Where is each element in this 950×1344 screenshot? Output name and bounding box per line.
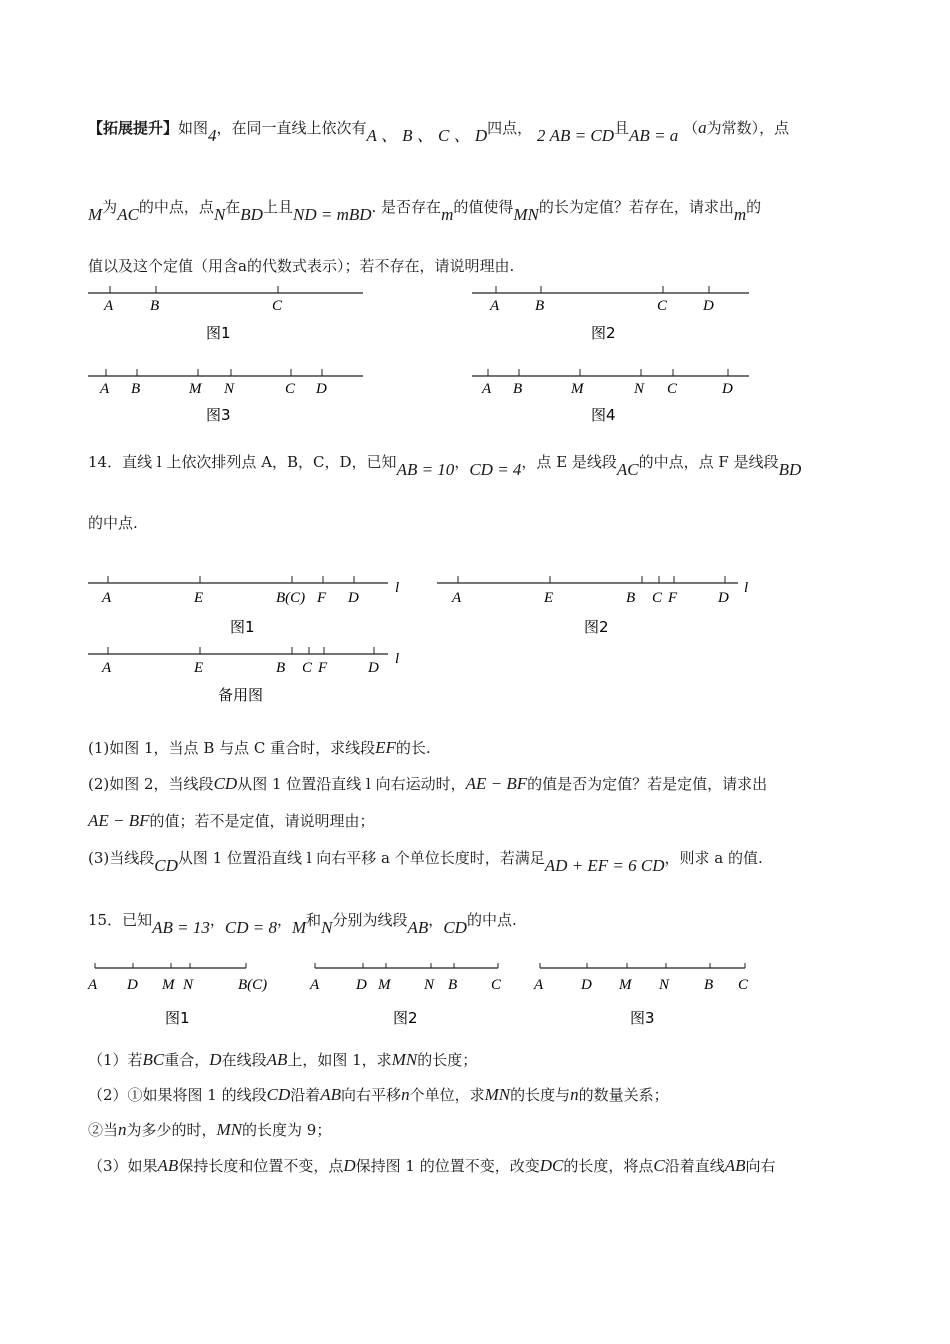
label-F: F (668, 590, 678, 606)
label-D: D (368, 660, 379, 676)
label-B: B (513, 381, 523, 397)
label-C: C (657, 298, 668, 314)
q15-fig3 (533, 963, 749, 1027)
q13-line-3: 值以及这个定值（用含a的代数式表示）；若不存在，请说明理由. (88, 257, 515, 275)
fig-caption: 图4 (591, 406, 616, 424)
label-B: B (704, 977, 714, 993)
label-D: D (127, 977, 138, 993)
q13-fig1 (88, 286, 363, 342)
label-N: N (183, 977, 194, 993)
label-B: B (131, 381, 141, 397)
label-N: N (634, 381, 645, 397)
label-l: l (395, 651, 400, 667)
q13-fig3 (88, 369, 363, 424)
q13-line-1: 【拓展提升】如图4，在同一直线上依次有A 、 B 、 C 、 D四点， 2 AB = CD且AB = a （a为常数），点 (88, 118, 790, 145)
label-l: l (744, 580, 749, 596)
label-C: C (652, 590, 663, 606)
label-B: B (276, 660, 286, 676)
q15-fig2 (309, 963, 502, 1027)
fig-caption: 图2 (584, 618, 609, 636)
label-D: D (703, 298, 714, 314)
label-BC: B(C) (238, 977, 268, 993)
label-C: C (302, 660, 313, 676)
q15-part-2: （2）①如果将图 1 的线段CD沿着AB向右平移n个单位，求MN的长度与n的数量关系； (88, 1085, 669, 1104)
label-N: N (224, 381, 235, 397)
q14-part-3: (3)当线段CD从图 1 位置沿直线 l 向右平移 a 个单位长度时，若满足AD + EF = 6 CD，则求 a 的值. (88, 849, 763, 875)
label-C: C (285, 381, 296, 397)
label-M: M (162, 977, 175, 993)
label-A: A (104, 298, 114, 314)
label-M: M (571, 381, 584, 397)
fig-caption: 图1 (165, 1009, 190, 1027)
label-A: A (102, 660, 112, 676)
q14-part-2: (2)如图 2，当线段CD从图 1 位置沿直线 l 向右运动时，AE − BF的值是否为定值？若是定值，请求出 (88, 774, 768, 793)
q14-fig2 (437, 576, 748, 636)
q14-figures (0, 570, 950, 710)
label-M: M (189, 381, 202, 397)
q15-line-1: 15．已知AB = 13，CD = 8，M和N分别为线段AB，CD的中点. (88, 911, 517, 937)
label-F: F (318, 660, 328, 676)
label-M: M (378, 977, 391, 993)
q15-fig1 (87, 963, 267, 1027)
q14-part-1: (1)如图 1，当点 B 与点 C 重合时，求线段EF的长. (88, 738, 431, 757)
label-D: D (722, 381, 733, 397)
fig-caption: 图1 (230, 618, 255, 636)
label-A: A (88, 977, 98, 993)
label-M: M (619, 977, 632, 993)
q14-part-2-cont: AE − BF的值；若不是定值，请说明理由； (88, 811, 375, 830)
fig-caption: 图2 (393, 1009, 418, 1027)
fig-caption: 图3 (630, 1009, 655, 1027)
label-A: A (102, 590, 112, 606)
q13-fig2 (472, 286, 749, 342)
label-E: E (194, 660, 204, 676)
label-l: l (395, 580, 400, 596)
label-C: C (491, 977, 502, 993)
label-D: D (356, 977, 367, 993)
fig-caption: 图2 (591, 324, 616, 342)
label-C: C (667, 381, 678, 397)
label-A: A (452, 590, 462, 606)
label-B: B (448, 977, 458, 993)
q13-fig4 (472, 369, 749, 424)
fig-caption: 图3 (206, 406, 231, 424)
q15-part-3: （3）如果AB保持长度和位置不变，点D保持图 1 的位置不变，改变DC的长度，将点C沿着直线AB向右 (88, 1156, 776, 1175)
fig-caption: 备用图 (218, 686, 264, 704)
label-A: A (310, 977, 320, 993)
q14-fig1 (88, 576, 399, 636)
label-B: B (626, 590, 636, 606)
q15-part-1: （1）若BC重合，D在线段AB上，如图 1，求MN的长度； (88, 1050, 478, 1069)
q15-part-2b: ②当n为多少的时，MN的长度为 9； (88, 1120, 332, 1139)
label-A: A (482, 381, 492, 397)
label-C: C (272, 298, 283, 314)
label-E: E (544, 590, 554, 606)
label-BC: B(C) (276, 590, 306, 606)
q13-line-2: M为AC的中点，点N在BD上且ND = mBD. 是否存在m的值使得MN的长为定值？若存在，请求出m的 (88, 198, 762, 224)
label-B: B (150, 298, 160, 314)
label-E: E (194, 590, 204, 606)
label-A: A (490, 298, 500, 314)
label-D: D (581, 977, 592, 993)
label-D: D (316, 381, 327, 397)
q15-figures (0, 955, 950, 1035)
label-D: D (718, 590, 729, 606)
label-A: A (534, 977, 544, 993)
q13-figures (0, 280, 950, 430)
label-F: F (317, 590, 327, 606)
label-D: D (348, 590, 359, 606)
q14-line-1: 14．直线 l 上依次排列点 A，B，C，D，已知AB = 10，CD = 4，点 E 是线段AC的中点，点 F 是线段BD (88, 453, 802, 479)
fig-caption: 图1 (206, 324, 231, 342)
q14-line-2: 的中点. (88, 514, 138, 532)
label-B: B (535, 298, 545, 314)
label-A: A (100, 381, 110, 397)
label-N: N (659, 977, 670, 993)
label-C: C (738, 977, 749, 993)
label-N: N (424, 977, 435, 993)
q14-fig3 (88, 647, 399, 704)
